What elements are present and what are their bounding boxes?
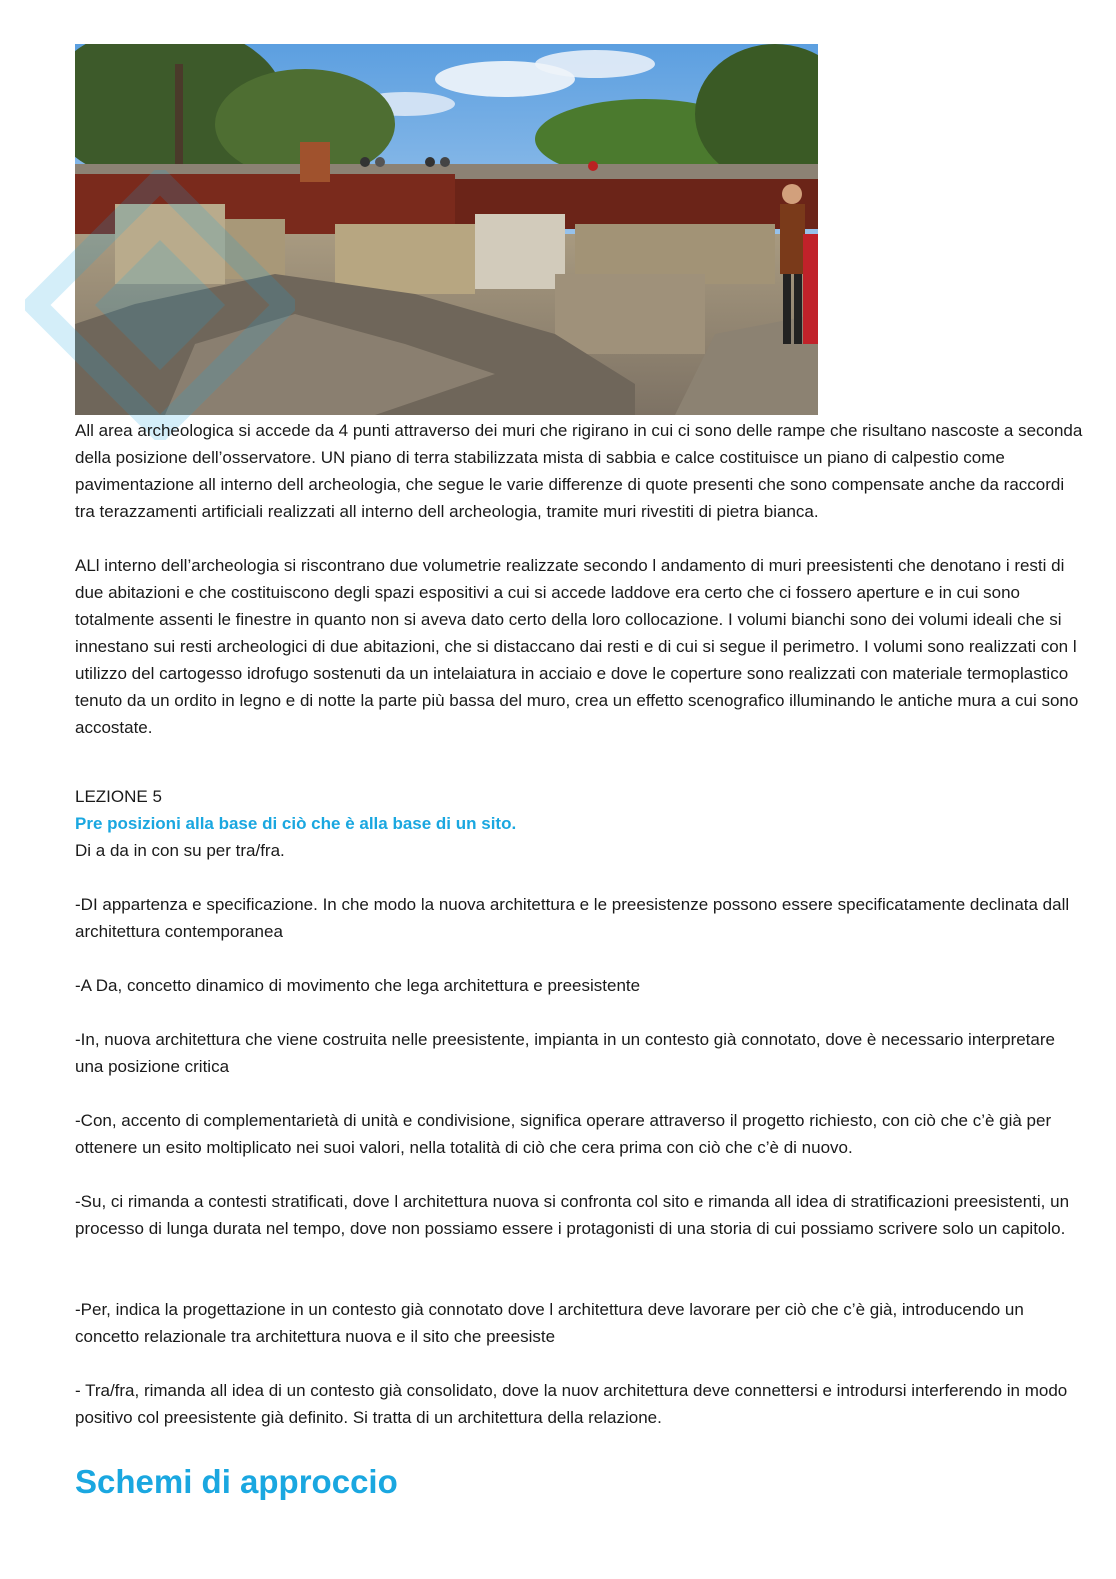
list-item: -Per, indica la progettazione in un contesto già connotato dove l architettura deve lavorare per ciò che c’è già, introducendo un concetto relazionale tra architettura nuova e il sito che preesiste (75, 1300, 1024, 1346)
prepositions-list: Di a da in con su per tra/fra. (75, 841, 285, 860)
list-item: -Su, ci rimanda a contesti stratificati, dove l architettura nuova si confronta col sito e rimanda all idea di stratificazioni preesistenti, un processo di lunga durata nel tempo, dove non possiamo essere i protagonisti di una storia di cui possiamo scrivere solo un capitolo. (75, 1192, 1070, 1238)
lesson-subtitle: Pre posizioni alla base di ciò che è alla base di un sito. (75, 814, 517, 833)
list-item: - Tra/fra, rimanda all idea di un contesto già consolidato, dove la nuov architettura deve connettersi e introdursi interferendo in modo positivo col preesistente già definito. Si tratta di un architettura della relazione. (75, 1381, 1068, 1427)
list-item: -A Da, concetto dinamico di movimento che lega architettura e preesistente (75, 976, 641, 995)
paragraph-volumes: ALl interno dell’archeologia si riscontrano due volumetrie realizzate secondo l andamento di muri preesistenti che denotano i resti di due abitazioni e che costituiscono degli spazi espositivi a cui si accede laddove era certo che ci fossero aperture e in cui sono totalmente assenti le finestre in quanto non si aveva dato certo della loro collocazione. I volumi bianchi sono dei volumi ideali che si innestano sui resti archeologici di due abitazioni, che si distaccano dai resti e di cui si segue il perimetro. I volumi sono realizzati con l utilizzo del cartogesso idrofugo sostenuti da un intelaiatura in acciaio e dove le coperture sono realizzati con materiale termoplastico tenuto da un ordito in legno e di notte la parte più bassa del muro, crea un effetto scenografico illuminando le antiche mura a cui sono accostate. (75, 556, 1079, 737)
list-item: -In, nuova architettura che viene costruita nelle preesistente, impianta in un contesto già connotato, dove è necessario interpretare una posizione critica (75, 1030, 1055, 1076)
section-heading: Schemi di approccio (75, 1463, 398, 1500)
list-item: -DI appartenza e specificazione. In che modo la nuova architettura e le preesistenze possono essere specificatamente declinata dall architettura contemporanea (75, 895, 1070, 941)
lesson-label: LEZIONE 5 (75, 787, 162, 806)
archaeology-photo (75, 44, 818, 415)
list-item: -Con, accento di complementarietà di unità e condivisione, significa operare attraverso il progetto richiesto, con ciò che c’è già per ottenere un esito moltiplicato nei suoi valori, nella totalità di ciò che cera prima con ciò che c’è di nuovo. (75, 1111, 1052, 1157)
paragraph-access: All area archeologica si accede da 4 punti attraverso dei muri che rigirano in cui ci sono delle rampe che risultano nascoste a seconda della posizione dell’osservatore. UN piano di terra stabilizzata mista di sabbia e calce costituisce un piano di calpestio come pavimentazione all interno dell archeologia, che segue le varie differenze di quote presenti che sono compensate anche da raccordi tra terazzamenti artificiali realizzati all interno dell archeologia, tramite muri rivestiti di pietra bianca. (75, 421, 1083, 521)
